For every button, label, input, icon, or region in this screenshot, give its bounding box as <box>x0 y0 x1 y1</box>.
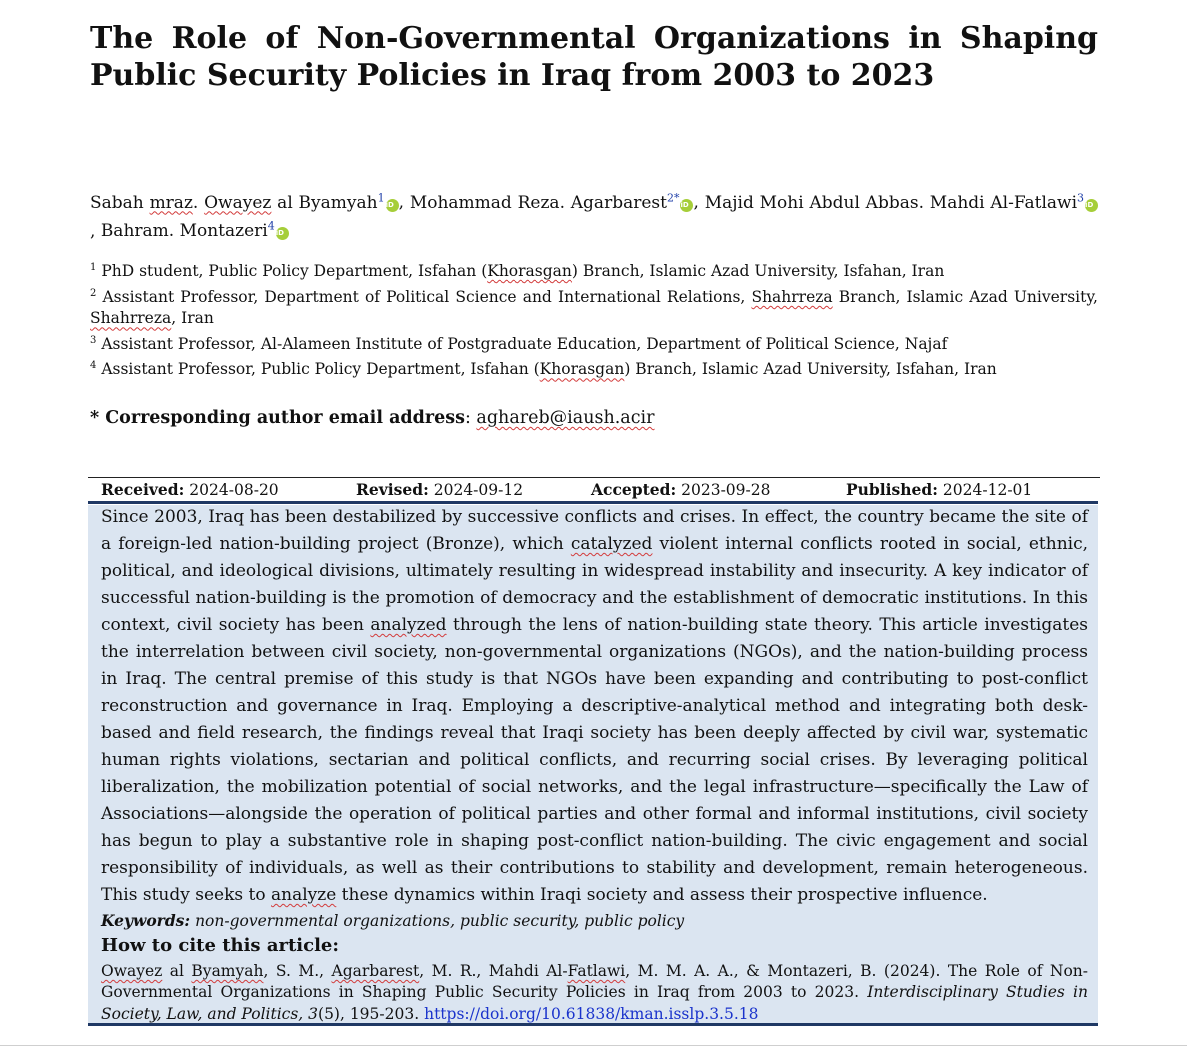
author-affiliation-number: 2* <box>666 191 680 204</box>
orcid-icon[interactable]: iD <box>276 227 289 240</box>
affiliation-text-part: Shahrreza <box>751 287 833 306</box>
author-affiliation-number: 4 <box>267 219 275 233</box>
orcid-icon[interactable]: iD <box>680 199 693 212</box>
doi-link[interactable]: https://doi.org/10.61838/kman.isslp.3.5.18 <box>424 1004 759 1023</box>
abstract-text-part: violent internal conflicts rooted in social, ethnic, political, and ideological divisions, ultimately resulting in widespread instability and insecurity. A key indicator of successful nation-building is the promotion of democracy and the establishment of democratic institutions. In this context, civil society has been <box>101 534 1088 635</box>
author-name-part: Majid Mohi Abdul Abbas. Mahdi Al-Fatlawi <box>704 192 1078 213</box>
citation-text-part: Byamyah <box>191 962 264 980</box>
abstract-text-part: these dynamics within Iraqi society and assess their prospective influence. <box>336 885 988 905</box>
citation-text-part: , S. M., <box>263 962 332 980</box>
orcid-icon[interactable]: iD <box>1085 199 1098 212</box>
citation-journal: Interdisciplinary Studies in Society, Law, and Politics, 3 <box>101 983 1088 1023</box>
abstract-text-part: Since 2003, Iraq has been destabilized by successive conflicts and crises. In effect, the country became the site of a foreign-led nation-building project (Bronze), which <box>101 507 1088 554</box>
affiliation-number: 4 <box>90 360 97 372</box>
citation-text-part: Owayez <box>101 962 163 980</box>
author-name-part: Mohammad Reza. Agarbarest <box>409 192 667 213</box>
citation-heading: How to cite this article: <box>101 935 340 956</box>
citation-text-part: , M. R., Mahdi Al- <box>419 962 568 980</box>
abstract-text <box>101 504 1088 909</box>
author-affiliation-number: 1 <box>377 191 385 204</box>
page-bottom-line <box>0 1045 1187 1046</box>
author-separator: , <box>398 192 410 213</box>
paper-title: The Role of Non-Governmental Organizations in Shaping Public Security Policies in Iraq from 2003 to 2023 <box>90 21 1098 93</box>
abstract-text-part: catalyzed <box>570 534 653 554</box>
affiliation-text-part: ) Branch, Islamic Azad University, Isfahan, Iran <box>624 360 997 379</box>
keywords-text: non-governmental organizations, public security, public policy <box>190 912 685 930</box>
author-2 <box>410 193 694 213</box>
dates-row <box>101 478 1091 502</box>
accepted-date: Accepted: 2023-09-28 <box>591 480 771 499</box>
received-date: Received: 2024-08-20 <box>101 480 279 499</box>
affiliation-4 <box>90 355 1098 381</box>
author-separator: , <box>693 192 705 213</box>
affiliation-number: 2 <box>90 287 97 299</box>
affiliation-text-part: Assistant Professor, Al-Alameen Institute of Postgraduate Education, Department of Political Science, Najaf <box>101 334 948 353</box>
affiliation-text-part: , Iran <box>171 309 214 328</box>
affiliation-1 <box>90 257 1098 283</box>
revised-date: Revised: 2024-09-12 <box>356 480 524 499</box>
affiliation-number: 1 <box>90 262 97 273</box>
author-name-part: Sabah <box>90 192 150 213</box>
affiliation-number: 3 <box>90 334 97 346</box>
affiliation-text-part: ) Branch, Islamic Azad University, Isfahan, Iran <box>571 262 945 281</box>
affiliation-2 <box>90 283 1098 330</box>
author-name-part: Bahram. Montazeri <box>100 221 268 242</box>
affiliation-text-part: Shahrreza <box>90 309 172 328</box>
affiliation-list <box>90 257 1098 381</box>
citation-text-part: , M. M. A. A., & Montazeri, B. (2024). The Role of Non-Governmental Organizations in Shaping Public Security Policies in Iraq from 2003 to 2023. <box>101 962 1088 1002</box>
affiliation-text-part: Assistant Professor, Public Policy Department, Isfahan ( <box>101 360 540 379</box>
affiliation-text-part: Assistant Professor, Department of Political Science and International Relations, <box>102 287 752 306</box>
author-name-part: Owayez <box>204 192 272 213</box>
corresponding-label: * Corresponding author email address <box>90 408 465 428</box>
abstract-text-part: analyze <box>271 885 337 905</box>
affiliation-text-part: Khorasgan <box>539 360 625 379</box>
keywords-label: Keywords: <box>101 911 191 930</box>
author-list <box>90 186 1098 243</box>
author-name-part: al Byamyah <box>271 192 378 213</box>
affiliation-text-part: Khorasgan <box>487 262 572 281</box>
corresponding-colon: : <box>464 408 477 428</box>
author-name-part: mraz <box>149 192 193 213</box>
affiliation-text-part: PhD student, Public Policy Department, Isfahan ( <box>101 262 488 281</box>
citation-text <box>101 961 1088 1025</box>
author-separator: , <box>90 221 101 242</box>
citation-text-part: Agarbarest <box>331 962 420 980</box>
orcid-icon[interactable]: iD <box>386 199 399 212</box>
author-4 <box>101 221 289 241</box>
author-name-part: . <box>192 192 205 213</box>
corresponding-author <box>90 406 1098 430</box>
citation-text-part: Fatlawi <box>567 962 626 980</box>
published-date: Published: 2024-12-01 <box>846 480 1033 499</box>
affiliation-text-part: Branch, Islamic Azad University, <box>832 287 1098 306</box>
citation-text-part: al <box>162 962 192 980</box>
keywords <box>101 909 1088 933</box>
affiliation-3 <box>90 330 1098 356</box>
abstract-text-part: analyzed <box>370 615 447 635</box>
abstract-text-part: through the lens of nation-building state theory. This article investigates the interrelation between civil society, non-governmental organizations (NGOs), and the nation-building process in Iraq. The central premise of this study is that NGOs have been expanding and contributing to post-conflict reconstruction and governance in Iraq. Employing a descriptive-analytical method and integrating both desk-based and field research, the findings reveal that Iraqi society has been deeply affected by civil war, systematic human rights violations, sectarian and political conflicts, and recurring social crises. By leveraging political liberalization, the mobilization potential of social networks, and the legal infrastructure—specifically the Law of Associations—alongside the operation of political parties and other formal and informal institutions, civil society has begun to play a substantive role in shaping post-conflict nation-building. The civic engagement and social responsibility of individuals, as well as their contributions to stability and development, remain heterogeneous. This study seeks to <box>101 615 1088 905</box>
citation-issue-pages: (5), 195-203. <box>318 1004 425 1023</box>
author-1 <box>90 193 399 213</box>
corresponding-email[interactable]: aghareb@iaush.acir <box>476 408 655 428</box>
author-affiliation-number: 3 <box>1077 191 1085 204</box>
author-3 <box>705 193 1098 213</box>
